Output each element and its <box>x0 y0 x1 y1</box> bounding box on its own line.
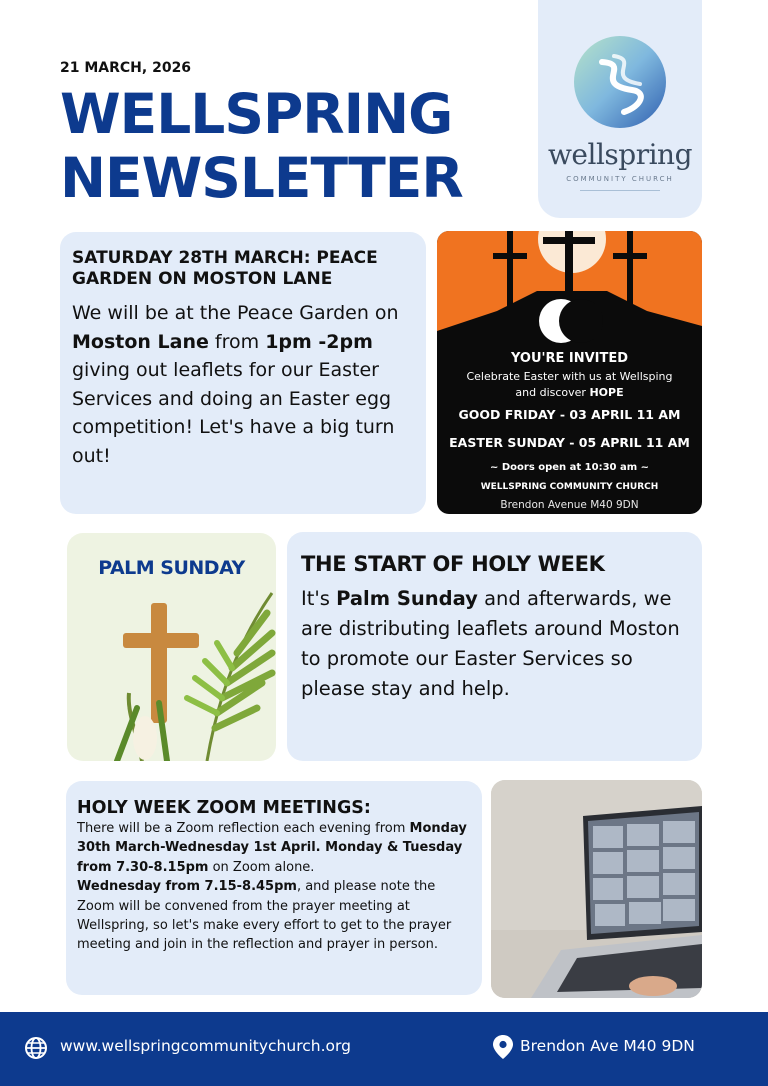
palm-sunday-image <box>67 533 276 761</box>
peace-garden-text: We will be at the Peace Garden on Moston Lane from 1pm -2pm giving out leaflets for our Easter Services and doing an Easter egg competition! Let's have a big turn out! <box>72 302 399 467</box>
zoom-meetings-card <box>66 781 482 995</box>
palm-sunday-label: PALM SUNDAY <box>98 557 245 579</box>
zoom-heading: HOLY WEEK ZOOM MEETINGS: <box>77 798 371 818</box>
invite-good-friday: GOOD FRIDAY - 03 APRIL 11 AM <box>458 407 681 422</box>
footer-bar <box>0 1012 768 1086</box>
logo-subtitle: COMMUNITY CHURCH <box>566 175 674 183</box>
invite-heading: YOU'RE INVITED <box>510 351 629 366</box>
newsletter-date: 21 MARCH, 2026 <box>60 60 192 76</box>
holy-week-card <box>287 532 702 761</box>
title-line-1: WELLSPRING <box>60 82 453 146</box>
invite-line-1: Celebrate Easter with us at Wellsping <box>466 370 673 383</box>
newsletter-title <box>60 82 530 210</box>
title-line-2: NEWSLETTER <box>60 146 463 210</box>
logo-name: wellspring <box>547 138 693 171</box>
crosses-illustration <box>437 231 702 346</box>
invite-address: Brendon Avenue M40 9DN <box>500 499 639 511</box>
church-logo <box>538 0 702 218</box>
website-link[interactable]: www.wellspringcommunitychurch.org <box>60 1037 351 1055</box>
globe-icon <box>24 1036 48 1060</box>
holy-week-text: It's Palm Sunday and afterwards, we are distributing leaflets around Moston to promote our Easter Services so please stay and help. <box>301 587 680 700</box>
logo-divider <box>580 190 660 191</box>
easter-invite-poster <box>437 231 702 514</box>
invite-church-name: WELLSPRING COMMUNITY CHURCH <box>480 482 659 492</box>
zoom-laptop-photo <box>491 780 702 998</box>
laptop-video-call-illustration <box>491 780 702 998</box>
invite-line-2: and discover HOPE <box>515 386 624 399</box>
invite-easter-sunday: EASTER SUNDAY - 05 APRIL 11 AM <box>449 435 690 450</box>
footer-address: Brendon Ave M40 9DN <box>520 1037 695 1055</box>
spring-logo-icon <box>572 34 668 130</box>
location-pin-icon <box>492 1034 514 1060</box>
peace-garden-card <box>60 232 426 514</box>
invite-doors-open: ~ Doors open at 10:30 am ~ <box>489 462 650 473</box>
holy-week-heading: THE START OF HOLY WEEK <box>301 552 605 576</box>
zoom-text: There will be a Zoom reflection each evening from Monday 30th March-Wednesday 1st April. Monday & Tuesday from 7.30-8.15pm on Zoom alone. Wednesday from 7.15-8.45pm, and please note the Zoom will be convened from the prayer meeting at Wellspring, so let's make every effort to get to the prayer meeting and join in the reflection and prayer in person. <box>77 821 467 953</box>
peace-garden-heading: SATURDAY 28TH MARCH: PEACE GARDEN ON MOSTON LANE <box>72 248 378 289</box>
